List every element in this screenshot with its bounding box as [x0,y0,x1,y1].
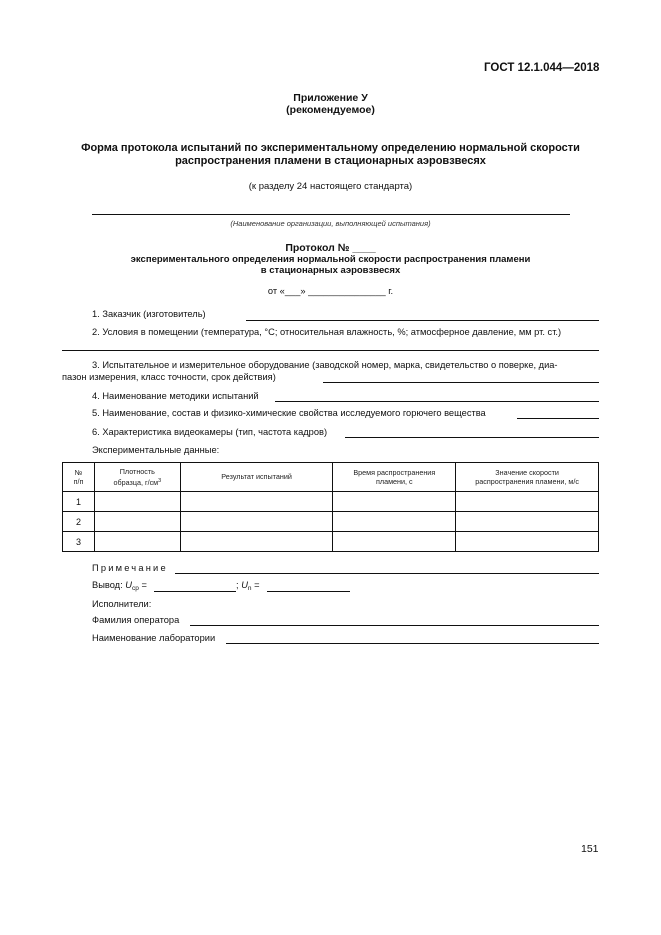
protocol-title-line1: экспериментального определения нормальной скорости распространения пламени [130,254,531,265]
table-row [63,512,599,532]
laboratory-fill-line[interactable] [226,643,599,644]
cell-time[interactable] [333,512,456,532]
form-title-line2: распространения пламени в стационарных аэровзвесях [175,155,486,167]
u-avg-fill-line[interactable] [154,591,236,592]
cell-speed[interactable] [456,532,599,552]
experimental-data-label: Экспериментальные данные: [92,445,220,455]
results-table [62,462,599,552]
item-equipment-line1: 3. Испытательное и измерительное оборудование (заводской номер, марка, свидетельство о поверке, диа- [92,360,558,370]
item-conditions: 2. Условия в помещении (температура, °С; относительная влажность, %; атмосферное давление, мм рт. ст.) [92,327,562,337]
row-number: 3 [63,532,95,552]
protocol-date: от «___» _______________ г. [267,286,394,296]
item-equipment-line2: пазон измерения, класс точности, срок действия) [62,372,276,382]
appendix-status: (рекомендуемое) [286,104,375,116]
cell-result[interactable] [180,532,333,552]
cell-density[interactable] [94,532,180,552]
operator-fill-line[interactable] [190,625,599,626]
organization-caption: (Наименование организации, выполняющей испытания) [230,219,431,228]
protocol-number: Протокол № ____ [285,242,376,254]
cell-result[interactable] [180,492,333,512]
u-n-expression [236,580,260,592]
page-number: 151 [581,843,599,855]
header-speed: Значение скорости распространения пламени, м/с [456,463,599,492]
operator-label: Фамилия оператора [92,615,180,625]
form-title-line1: Форма протокола испытаний по экспериментальному определению нормальной скорости [81,142,580,154]
item-methods: 4. Наименование методики испытаний [92,391,259,401]
u-n-fill-line[interactable] [267,591,350,592]
note-label: Примечание [92,563,168,573]
u-n-equals: = [251,580,260,590]
conclusion-label: Вывод: [92,580,123,590]
appendix-title: Приложение У [293,92,368,104]
methods-fill-line [275,401,599,402]
header-number: № п/п [63,463,95,492]
customer-fill-line [246,320,599,321]
header-density: Плотность образца, $г/см^3$ [94,463,180,492]
u-n-symbol: U [241,580,248,590]
organization-line [92,214,570,215]
performers-label: Исполнители: [92,599,152,609]
note-fill-line [175,573,599,574]
cell-speed[interactable] [456,512,599,532]
cell-time[interactable] [333,532,456,552]
item-camera: 6. Характеристика видеокамеры (тип, частота кадров) [92,427,328,437]
protocol-title-line2: в стационарных аэровзвесях [260,265,401,276]
cell-speed[interactable] [456,492,599,512]
separator: ; [236,580,239,590]
substance-fill-line [517,418,599,419]
laboratory-label: Наименование лаборатории [92,633,216,643]
item-customer: 1. Заказчик (изготовитель) [92,309,206,319]
u-avg-symbol: U [125,580,133,590]
conclusion-line [92,580,147,592]
item-substance: 5. Наименование, состав и физико-химические свойства исследуемого горючего вещества [92,408,486,418]
conditions-fill-line [62,350,599,351]
u-avg-equals: = [138,580,147,590]
cell-density[interactable] [94,492,180,512]
u-n-subscript: n [247,585,252,592]
cell-density[interactable] [94,512,180,532]
cell-time[interactable] [333,492,456,512]
header-result: Результат испытаний [180,463,333,492]
standard-code: ГОСТ 12.1.044—2018 [484,62,600,74]
cell-result[interactable] [180,512,333,532]
u-avg-subscript: ср [132,585,139,592]
equipment-fill-line [323,382,599,383]
section-reference: (к разделу 24 настоящего стандарта) [248,181,413,192]
table-header-row [63,463,599,492]
table-row [63,492,599,512]
header-time: Время распространения пламени, с [333,463,456,492]
row-number: 2 [63,512,95,532]
table-row [63,532,599,552]
camera-fill-line [345,437,599,438]
row-number: 1 [63,492,95,512]
